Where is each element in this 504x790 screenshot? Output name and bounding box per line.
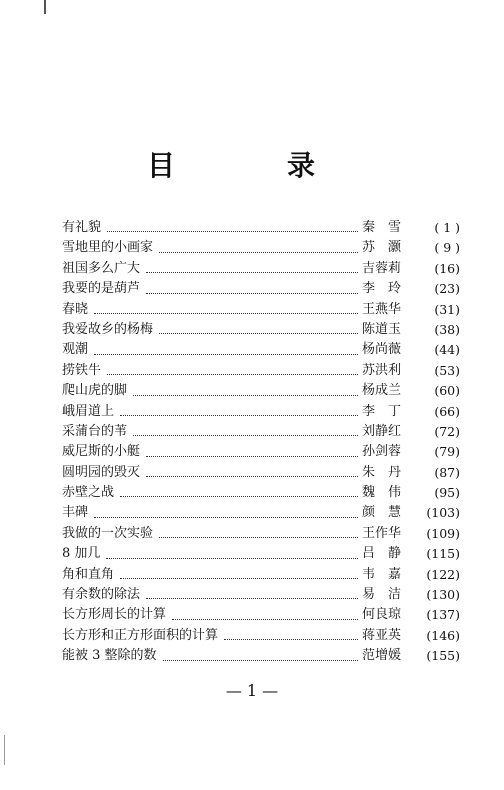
- toc-entry[interactable]: [62, 626, 460, 646]
- entry-page: ( 9 ): [434, 240, 460, 256]
- entry-page: (38): [434, 321, 460, 337]
- entry-page: (44): [434, 342, 460, 358]
- toc-entry[interactable]: [62, 300, 460, 320]
- entry-author: 王燕华: [362, 301, 402, 317]
- dot-leader: [120, 578, 358, 579]
- entry-title: 8 加几: [62, 546, 101, 562]
- entry-page: (95): [434, 485, 460, 501]
- entry-page: (31): [434, 301, 460, 317]
- entry-page: (79): [434, 444, 460, 460]
- entry-author: 范增媛: [362, 648, 402, 664]
- dot-leader: [224, 639, 358, 640]
- entry-author: 魏 伟: [362, 485, 402, 501]
- dot-leader: [172, 619, 358, 620]
- dot-leader: [120, 496, 358, 497]
- entry-page: (115): [426, 546, 460, 562]
- edge-mark: [4, 735, 5, 765]
- entry-page: (72): [434, 423, 460, 439]
- toc-entry[interactable]: [62, 565, 460, 585]
- entry-title: 捞铁牛: [62, 362, 102, 378]
- toc-entry[interactable]: [62, 442, 460, 462]
- toc-entry[interactable]: [62, 463, 460, 483]
- entry-title: 峨眉道上: [62, 403, 115, 419]
- entry-page: (60): [434, 383, 460, 399]
- entry-title: 赤壁之战: [62, 485, 115, 501]
- entry-page: (53): [434, 362, 460, 378]
- dot-leader: [146, 272, 358, 273]
- entry-author: 何良琼: [362, 607, 402, 623]
- toc-entry[interactable]: [62, 381, 460, 401]
- dot-leader: [159, 252, 358, 253]
- entry-author: 易 洁: [362, 587, 402, 603]
- entry-author: 李 玲: [362, 281, 402, 297]
- entry-author: 吕 静: [362, 546, 402, 562]
- dot-leader: [146, 598, 358, 599]
- toc-entry[interactable]: [62, 361, 460, 381]
- entry-author: 王作华: [362, 525, 402, 541]
- entry-page: (16): [434, 260, 460, 276]
- dot-leader: [163, 660, 358, 661]
- toc-entry[interactable]: [62, 279, 460, 299]
- toc-entry[interactable]: [62, 402, 460, 422]
- toc-entry[interactable]: [62, 259, 460, 279]
- entry-author: 李 丁: [362, 403, 402, 419]
- entry-title: 圆明园的毁灭: [62, 464, 141, 480]
- entry-title: 春晓: [62, 301, 89, 317]
- entry-author: 陈道玉: [362, 321, 402, 337]
- dot-leader: [107, 374, 358, 375]
- entry-title: 有余数的除法: [62, 587, 141, 603]
- page-number: — 1 —: [225, 681, 279, 700]
- entry-title: 威尼斯的小艇: [62, 444, 141, 460]
- entry-page: (155): [426, 648, 460, 664]
- dot-leader: [146, 456, 358, 457]
- dot-leader: [94, 354, 358, 355]
- dot-leader: [94, 313, 358, 314]
- entry-page: (109): [426, 525, 460, 541]
- toc-entry[interactable]: [62, 238, 460, 258]
- toc-entry[interactable]: [62, 585, 460, 605]
- entry-author: 吉蓉莉: [362, 260, 402, 276]
- entry-author: 苏 灏: [362, 240, 402, 256]
- entry-author: 刘静红: [362, 423, 402, 439]
- entry-title: 丰碑: [62, 505, 89, 521]
- toc-entry[interactable]: [62, 524, 460, 544]
- entry-author: 韦 嘉: [362, 566, 402, 582]
- entry-author: 蒋亚英: [362, 627, 402, 643]
- entry-page: (122): [426, 566, 460, 582]
- entry-page: (137): [426, 607, 460, 623]
- dot-leader: [94, 517, 358, 518]
- entry-title: 长方形和正方形面积的计算: [62, 627, 219, 643]
- dot-leader: [159, 537, 358, 538]
- dot-leader: [133, 395, 358, 396]
- toc-entry[interactable]: [62, 320, 460, 340]
- dot-leader: [106, 558, 358, 559]
- entry-title: 采蒲台的苇: [62, 423, 128, 439]
- entry-page: ( 1 ): [434, 219, 460, 235]
- entry-title: 观潮: [62, 342, 89, 358]
- entry-author: 孙剑蓉: [362, 444, 402, 460]
- dot-leader: [146, 293, 358, 294]
- entry-title: 祖国多么广大: [62, 260, 141, 276]
- entry-title: 角和直角: [62, 566, 115, 582]
- dot-leader: [159, 333, 358, 334]
- toc-entry[interactable]: [62, 340, 460, 360]
- entry-author: 苏洪利: [362, 362, 402, 378]
- entry-page: (130): [426, 587, 460, 603]
- entry-author: 杨尚薇: [362, 342, 402, 358]
- toc-entry[interactable]: [62, 605, 460, 625]
- dot-leader: [146, 476, 358, 477]
- entry-author: 秦 雪: [362, 219, 402, 235]
- entry-author: 杨成兰: [362, 383, 402, 399]
- entry-page: (66): [434, 403, 460, 419]
- page-title: 目 录: [146, 149, 357, 182]
- entry-title: 我做的一次实验: [62, 525, 154, 541]
- toc-entry[interactable]: [62, 544, 460, 564]
- toc-entry[interactable]: [62, 218, 460, 238]
- corner-mark: [44, 0, 46, 14]
- entry-page: (23): [434, 281, 460, 297]
- entry-title: 能被 3 整除的数: [62, 648, 157, 664]
- entry-author: 朱 丹: [362, 464, 402, 480]
- entry-title: 我爱故乡的杨梅: [62, 321, 154, 337]
- dot-leader: [107, 231, 358, 232]
- entry-title: 我要的是葫芦: [62, 281, 141, 297]
- entry-page: (103): [426, 505, 460, 521]
- table-of-contents: [62, 218, 460, 667]
- toc-entry[interactable]: [62, 422, 460, 442]
- entry-page: (87): [434, 464, 460, 480]
- dot-leader: [120, 415, 358, 416]
- entry-title: 有礼貌: [62, 219, 102, 235]
- toc-entry[interactable]: [62, 483, 460, 503]
- entry-title: 雪地里的小画家: [62, 240, 154, 256]
- dot-leader: [133, 435, 358, 436]
- entry-page: (146): [426, 627, 460, 643]
- entry-title: 爬山虎的脚: [62, 383, 128, 399]
- entry-author: 颜 慧: [362, 505, 402, 521]
- toc-entry[interactable]: [62, 646, 460, 666]
- toc-entry[interactable]: [62, 503, 460, 523]
- entry-title: 长方形周长的计算: [62, 607, 167, 623]
